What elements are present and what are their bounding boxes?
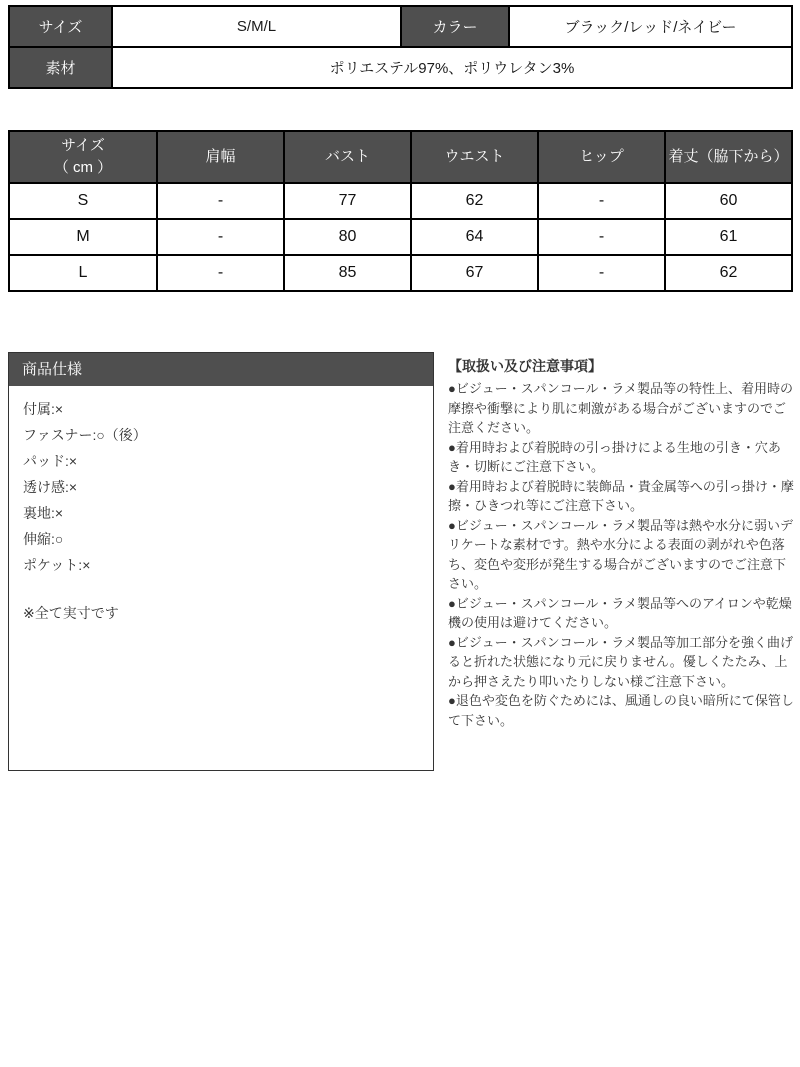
cell-length: 61 xyxy=(665,219,792,255)
cell-bust: 85 xyxy=(284,255,411,291)
cell-bust: 80 xyxy=(284,219,411,255)
precautions-section xyxy=(448,356,795,730)
header-size-cm xyxy=(9,131,157,183)
header-length: 着丈（脇下から） xyxy=(665,131,792,183)
cell-waist: 62 xyxy=(411,183,538,219)
cell-size: S xyxy=(9,183,157,219)
spec-item-pocket: ポケット:× xyxy=(23,557,91,573)
cell-shoulder: - xyxy=(157,219,284,255)
cell-waist: 64 xyxy=(411,219,538,255)
product-spec-title: 商品仕様 xyxy=(9,353,433,386)
precaution-item: ●ビジュー・スパンコール・ラメ製品等は熱や水分に弱いデリケートな素材です。熱や水分による表面の剥がれや色落ち、変色や変形が発生する場合がございますのでご注意下さい。 xyxy=(448,517,793,591)
header-waist: ウエスト xyxy=(411,131,538,183)
precaution-item: ●ビジュー・スパンコール・ラメ製品等へのアイロンや乾燥機の使用は避けてください。 xyxy=(448,595,792,630)
spec-item-pad: パッド:× xyxy=(23,453,78,469)
spec-item-stretch: 伸縮:○ xyxy=(23,531,64,547)
cell-bust: 77 xyxy=(284,183,411,219)
spec-item-sheerness: 透け感:× xyxy=(23,479,78,495)
precaution-item: ●ビジュー・スパンコール・ラメ製品等加工部分を強く曲げると折れた状態になり元に戻りません。優しくたたみ、上から押さえたり叩いたりしない様ご注意下さい。 xyxy=(448,634,793,689)
cell-hip: - xyxy=(538,219,665,255)
header-shoulder: 肩幅 xyxy=(157,131,284,183)
precautions-title: 【取扱い及び注意事項】 xyxy=(448,358,602,374)
table-row-m xyxy=(9,219,792,255)
cell-size: L xyxy=(9,255,157,291)
header-size-line1: サイズ xyxy=(61,137,105,155)
measurements-table xyxy=(8,130,793,292)
spec-item-accessory: 付属:× xyxy=(23,401,64,417)
table-row-s xyxy=(9,183,792,219)
precaution-item: ●退色や変色を防ぐためには、風通しの良い暗所にて保管して下さい。 xyxy=(448,693,794,728)
material-value-cell: ポリエステル97%、ポリウレタン3% xyxy=(112,47,792,88)
precaution-item: ●ビジュー・スパンコール・ラメ製品等の特性上、着用時の摩擦や衝撃により肌に刺激がある場合がございますのでご注意ください。 xyxy=(448,381,793,435)
cell-length: 60 xyxy=(665,183,792,219)
header-hip: ヒップ xyxy=(538,131,665,183)
cell-shoulder: - xyxy=(157,183,284,219)
header-bust: バスト xyxy=(284,131,411,183)
cell-length: 62 xyxy=(665,255,792,291)
table-row-l xyxy=(9,255,792,291)
size-label-cell: サイズ xyxy=(9,6,112,47)
spec-item-fastener: ファスナー:○（後） xyxy=(23,427,147,443)
cell-hip: - xyxy=(538,255,665,291)
product-spec-content xyxy=(9,386,433,636)
precaution-item: ●着用時および着脱時に装飾品・貴金属等への引っ掛け・摩擦・ひきつれ等にご注意下さい。 xyxy=(448,478,794,513)
table-row xyxy=(9,47,792,88)
product-info-table xyxy=(8,5,793,89)
table-header-row xyxy=(9,131,792,183)
color-value-cell: ブラック/レッド/ネイビー xyxy=(509,6,792,47)
size-value-cell: S/M/L xyxy=(112,6,401,47)
precaution-item: ●着用時および着脱時の引っ掛けによる生地の引き・穴あき・切断にご注意下さい。 xyxy=(448,439,781,474)
header-size-line2: （ cm ） xyxy=(53,159,113,176)
cell-hip: - xyxy=(538,183,665,219)
spec-item-lining: 裏地:× xyxy=(23,505,64,521)
table-row xyxy=(9,6,792,47)
spec-note: ※全て実寸です xyxy=(23,605,119,621)
cell-waist: 67 xyxy=(411,255,538,291)
material-label-cell: 素材 xyxy=(9,47,112,88)
cell-size: M xyxy=(9,219,157,255)
cell-shoulder: - xyxy=(157,255,284,291)
product-spec-box xyxy=(8,352,434,771)
color-label-cell: カラー xyxy=(401,6,509,47)
